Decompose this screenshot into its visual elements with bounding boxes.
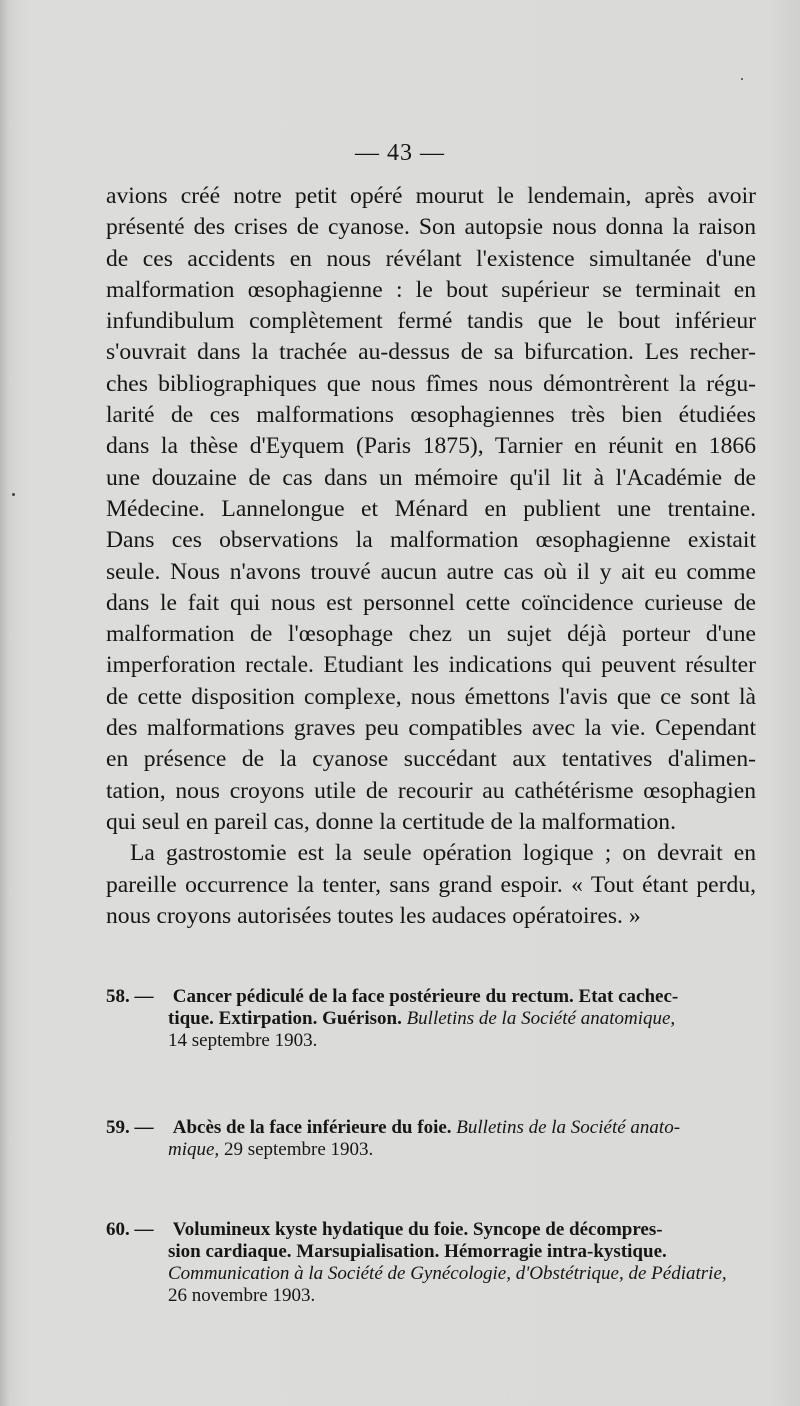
text-line: dans la thèse d'Eyquem (Paris 1875), Tarnier en réunit en 1866 xyxy=(106,433,756,460)
text-line: larité de ces malformations œsophagiennes très bien étudiées xyxy=(106,402,756,429)
text-line: présenté des crises de cyanose. Son autopsie nous donna la raison xyxy=(106,214,756,241)
reference-number: 60. — xyxy=(106,1219,154,1240)
reference-title: Volumineux kyste hydatique du foie. Syncope de décompres- xyxy=(172,1219,663,1240)
text-line: seule. Nous n'avons trouvé aucun autre cas où il y ait eu comme xyxy=(106,558,756,585)
reference-number: 58. — xyxy=(106,986,154,1007)
reference-date: 29 septembre 1903. xyxy=(223,1139,374,1160)
body-text xyxy=(106,181,756,932)
text-line: Dans ces observations la malformation œsophagienne existait xyxy=(106,527,756,554)
reference-entry-58 xyxy=(106,986,766,1052)
text-line: Médecine. Lannelongue et Ménard en publient une trentaine. xyxy=(106,495,756,522)
text-line: pareille occurrence la tenter, sans grand espoir. « Tout étant perdu, xyxy=(106,871,756,898)
text-line: de cette disposition complexe, nous émettons l'avis que ce sont là xyxy=(106,683,756,710)
reference-entry-59 xyxy=(106,1117,766,1161)
paragraph-2 xyxy=(106,838,756,932)
reference-title: Cancer pédiculé de la face postérieure du rectum. Etat cachec- xyxy=(172,986,679,1007)
text-line: qui seul en pareil cas, donne la certitude de la malformation. xyxy=(106,808,676,835)
page-number: — 43 — xyxy=(355,140,445,166)
text-line: dans le fait qui nous est personnel cette coïncidence curieuse de xyxy=(106,589,756,616)
text-line: malformation de l'œsophage chez un sujet déjà porteur d'une xyxy=(106,621,756,648)
text-line: La gastrostomie est la seule opération logique ; on devrait en xyxy=(130,840,756,867)
text-line: imperforation rectale. Etudiant les indications qui peuvent résulter xyxy=(106,652,756,679)
text-line: une douzaine de cas dans un mémoire qu'il lit à l'Académie de xyxy=(106,464,756,491)
scan-speck xyxy=(12,493,15,496)
reference-source: Bulletins de la Société anatomique, xyxy=(406,1008,676,1029)
reference-number: 59. — xyxy=(106,1117,154,1138)
text-line: en présence de la cyanose succédant aux tentatives d'alimen- xyxy=(106,746,756,773)
text-line: tation, nous croyons utile de recourir au cathétérisme œsophagien xyxy=(106,777,756,804)
text-line: s'ouvrait dans la trachée au-dessus de sa bifurcation. Les recher- xyxy=(106,339,756,366)
reference-title: Abcès de la face inférieure du foie. xyxy=(172,1117,452,1138)
text-line: de ces accidents en nous révélant l'existence simultanée d'une xyxy=(106,245,756,272)
reference-entry-60 xyxy=(106,1219,766,1307)
text-line: malformation œsophagienne : le bout supérieur se terminait en xyxy=(106,276,756,303)
reference-title: sion cardiaque. Marsupialisation. Hémorragie intra-kystique. xyxy=(168,1241,667,1262)
text-line: nous croyons autorisées toutes les audaces opératoires. » xyxy=(106,902,641,929)
text-line: avions créé notre petit opéré mourut le lendemain, après avoir xyxy=(106,183,756,209)
reference-source: mique, xyxy=(168,1139,220,1160)
text-line: des malformations graves peu compatibles avec la vie. Cependant xyxy=(106,715,756,742)
paragraph-1 xyxy=(106,181,756,838)
text-line: infundibulum complètement fermé tandis que le bout inférieur xyxy=(106,308,756,335)
scan-speck xyxy=(741,78,743,80)
reference-source: Communication à la Société de Gynécologie, d'Obstétrique, de Pédiatrie, xyxy=(168,1263,727,1284)
reference-source: Bulletins de la Société anato- xyxy=(456,1117,681,1138)
reference-title: tique. Extirpation. Guérison. xyxy=(168,1008,402,1029)
reference-date: 26 novembre 1903. xyxy=(168,1285,316,1306)
reference-date: 14 septembre 1903. xyxy=(168,1030,318,1051)
text-line: ches bibliographiques que nous fîmes nous démontrèrent la régu- xyxy=(106,370,756,397)
